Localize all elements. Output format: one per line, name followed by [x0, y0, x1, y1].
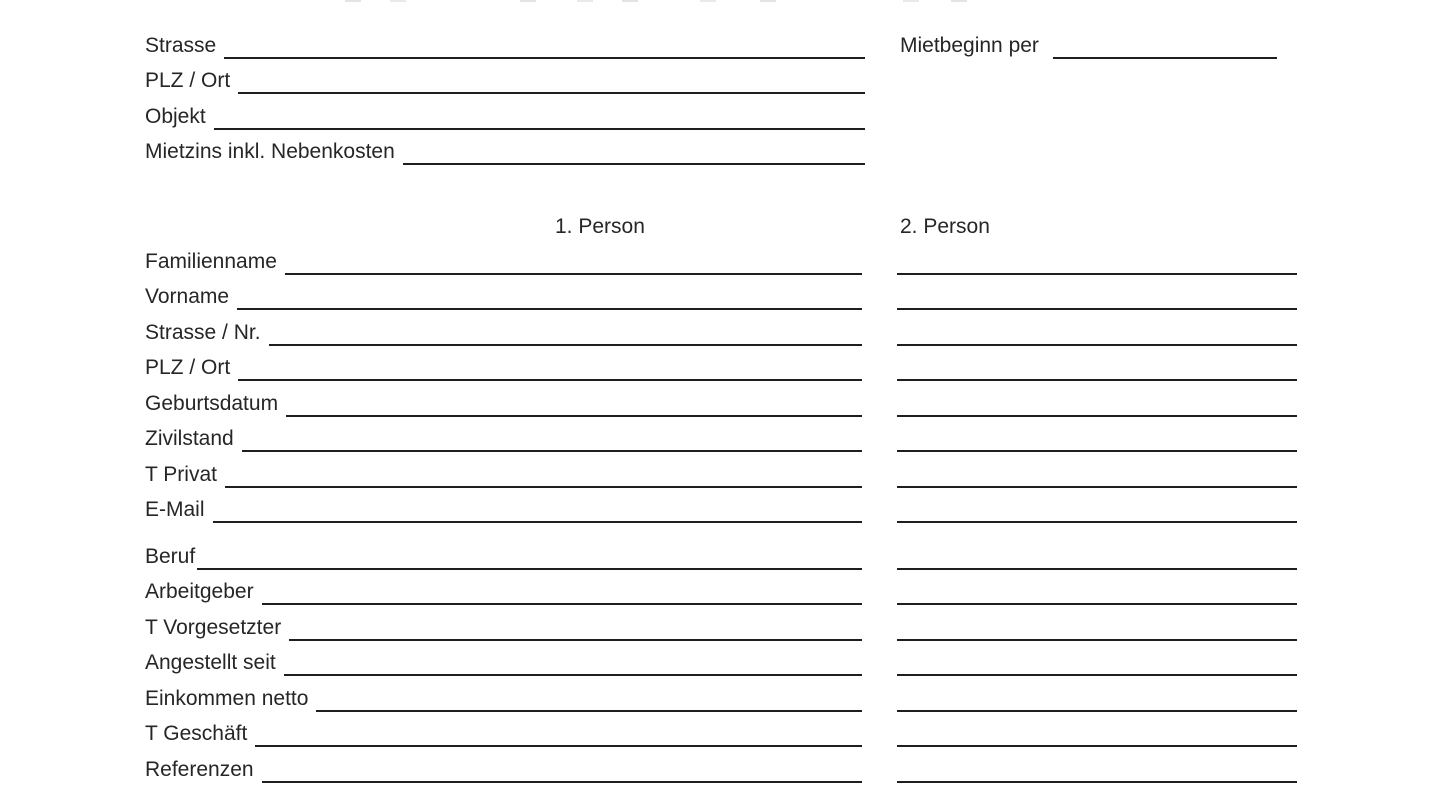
field-label: Zivilstand: [145, 427, 234, 450]
input-line-person1: [262, 781, 862, 783]
field-label: T Privat: [145, 462, 217, 486]
field-label: Mietzins inkl. Nebenkosten: [145, 139, 395, 163]
input-line-person2: [897, 568, 1297, 570]
input-line-person1: [262, 603, 862, 605]
input-line-person1: [238, 379, 862, 381]
field-label: Objekt: [145, 104, 206, 128]
input-line-person1: [269, 344, 862, 346]
field-label: PLZ / Ort: [145, 69, 231, 93]
column-header-person2: 2. Person: [900, 215, 990, 238]
form-row: [145, 605, 1297, 641]
input-line-person2: [897, 639, 1297, 641]
cropped-title-remnant: [345, 0, 361, 2]
input-line-person1: [255, 745, 862, 747]
form-row: [145, 381, 1297, 417]
input-line-person1: [284, 674, 862, 676]
input-line-person1: [286, 415, 862, 417]
input-line-person1: [285, 273, 862, 275]
input-line-person2: [897, 308, 1297, 310]
input-line-person1: [289, 639, 862, 641]
input-line-person1: [237, 308, 862, 310]
field-label: Familienname: [145, 249, 277, 273]
input-line-person2: [897, 745, 1297, 747]
form-row: [145, 130, 865, 165]
field-label: E-Mail: [145, 498, 205, 521]
input-line: [403, 163, 865, 165]
input-line-person2: [897, 486, 1297, 488]
person-column-headers: [145, 214, 1440, 239]
input-line-person1: [225, 486, 862, 488]
field-label: Arbeitgeber: [145, 580, 254, 603]
field-label: Einkommen netto: [145, 686, 309, 710]
form-row: [145, 534, 1297, 570]
form-row: [145, 239, 1297, 275]
form-row: [145, 310, 1297, 346]
form-row: [145, 452, 1297, 488]
object-section: [145, 24, 865, 165]
input-line-person2: [897, 379, 1297, 381]
input-line-person2: [897, 521, 1297, 523]
form-row: [145, 747, 1297, 783]
form-row: [145, 417, 1297, 453]
form-row: [145, 676, 1297, 712]
field-label: Referenzen: [145, 757, 254, 781]
input-line-person2: [897, 603, 1297, 605]
input-line-person2: [897, 710, 1297, 712]
field-label: Vorname: [145, 285, 230, 308]
input-line: [214, 128, 865, 130]
input-line-person1: [316, 710, 862, 712]
input-line-person1: [197, 568, 862, 570]
form-row: [145, 712, 1297, 748]
form-row: [145, 24, 865, 59]
form-row: [145, 346, 1297, 382]
field-label: T Vorgesetzter: [145, 615, 282, 639]
form-row: [145, 94, 865, 129]
field-label: Geburtsdatum: [145, 391, 279, 415]
input-line: [224, 57, 865, 59]
form-row: [145, 570, 1297, 606]
input-line-person2: [897, 450, 1297, 452]
input-line-person2: [897, 674, 1297, 676]
input-line-person2: [897, 344, 1297, 346]
field-label: Beruf: [145, 544, 196, 568]
input-line-person1: [213, 521, 862, 523]
form-row: [145, 275, 1297, 311]
form-row: [145, 488, 1297, 524]
input-line-person2: [897, 781, 1297, 783]
column-header-person1: 1. Person: [555, 215, 645, 238]
field-label: Strasse / Nr.: [145, 320, 261, 344]
form-row: [145, 59, 865, 94]
input-line-person2: [897, 273, 1297, 275]
field-label: Strasse: [145, 34, 217, 58]
mietbeginn-row: [900, 24, 1297, 59]
field-label: Angestellt seit: [145, 651, 276, 674]
person-section: [145, 239, 1297, 783]
field-label: Mietbeginn per: [900, 34, 1039, 58]
input-line: [1053, 57, 1277, 59]
input-line-person2: [897, 415, 1297, 417]
input-line: [238, 92, 865, 94]
field-label: T Geschäft: [145, 722, 248, 745]
input-line-person1: [242, 450, 862, 452]
field-label: PLZ / Ort: [145, 356, 231, 379]
form-row: [145, 641, 1297, 677]
